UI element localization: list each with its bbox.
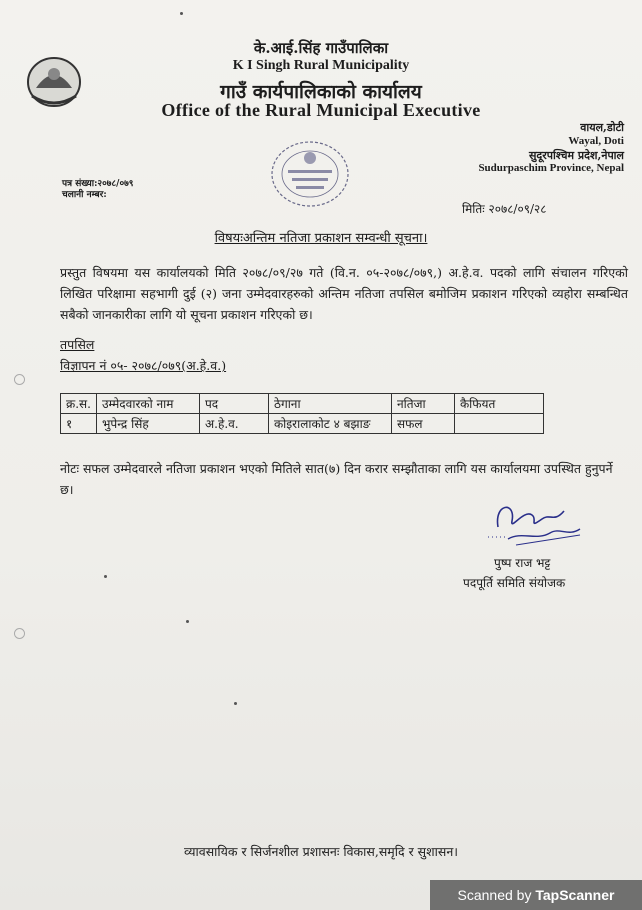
table-header-cell: कैफियत xyxy=(454,394,543,414)
letter-number: पत्र संख्या:२०७८/०७९ xyxy=(62,179,134,189)
office-name-np: गाउँ कार्यपालिकाको कार्यालय xyxy=(220,81,422,103)
table-cell: भुपेन्द्र सिंह xyxy=(96,414,199,434)
subject-line xyxy=(0,228,642,246)
subject-text: विषयःअन्तिम नतिजा प्रकाशन सम्वन्धी सूचना। xyxy=(214,231,428,246)
municipality-name-np: के.आई.सिंह गाउँपालिका xyxy=(253,39,389,57)
address-place-en: Wayal, Doti xyxy=(568,135,624,147)
speck-icon xyxy=(104,575,107,578)
watermark-prefix: Scanned by xyxy=(457,887,536,903)
watermark-brand: TapScanner xyxy=(535,887,615,903)
table-header-cell: पद xyxy=(199,394,268,414)
letter-date: मितिः २०७८/०९/२८ xyxy=(462,202,547,216)
speck-icon xyxy=(180,12,183,15)
speck-icon xyxy=(234,702,237,705)
handwritten-signature-icon xyxy=(476,497,586,549)
punch-hole-icon xyxy=(14,374,25,385)
table-header-row xyxy=(61,394,544,414)
footer-slogan: व्यावसायिक र सिर्जनशील प्रशासनः विकास,समृदि र सुशासन। xyxy=(184,844,458,859)
result-table xyxy=(60,393,544,434)
table-header-cell: क्र.स. xyxy=(61,394,97,414)
signatory-name: पुष्प राज भट्ट xyxy=(494,556,551,570)
address-province-en: Sudurpaschim Province, Nepal xyxy=(478,162,624,174)
note-paragraph: नोटः सफल उम्मेदवारले नतिजा प्रकाशन भएको मितिले सात(७) दिन करार सम्झौताका लागि यस कार्यालयमा उपस्थित हुनुपर्ने छ। xyxy=(60,461,613,497)
address-place-np: वायल,डोटी xyxy=(580,121,624,134)
office-name-en: Office of the Rural Municipal Executive xyxy=(161,100,481,120)
table-header-cell: ठेगाना xyxy=(268,394,391,414)
speck-icon xyxy=(186,620,189,623)
signatory-title: पदपूर्ति समिति संयोजक xyxy=(463,576,566,590)
table-header-cell: नतिजा xyxy=(391,394,454,414)
advertisement-number: विज्ञापन नं ०५- २०७८/०७९(अ.हे.व.) xyxy=(60,358,227,373)
table-row xyxy=(61,414,544,434)
table-cell: १ xyxy=(61,414,97,434)
table-cell: सफल xyxy=(391,414,454,434)
table-cell xyxy=(454,414,543,434)
tapsil-label: तपसिल xyxy=(60,337,95,352)
municipality-name-en: K I Singh Rural Municipality xyxy=(232,58,410,73)
table-header-cell: उम्मेदवारको नाम xyxy=(96,394,199,414)
body-paragraph: प्रस्तुत विषयमा यस कार्यालयको मिति २०७८/०९/२७ गते (वि.न. ०५-२०७८/०७९,) अ.हे.व. पदको लागि संचालन गरिएको लिखित परिक्षामा सहभागी दुई (२) जना उम्मेदवारहरुको अन्तिम नतिजा तपसिल बमोजिम प्रकाशन गरिएको व्यहोरा सम्बन्धित सबैको जानकारीका लागि यो सूचना प्रकाशन गरिएको छ। xyxy=(60,265,628,322)
punch-hole-icon xyxy=(14,628,25,639)
address-province-np: सुदूरपश्चिम प्रदेश,नेपाल xyxy=(528,149,624,162)
office-seal-icon xyxy=(266,136,354,212)
dispatch-number: चलानी नम्बर: xyxy=(62,190,107,200)
table-cell: अ.हे.व. xyxy=(199,414,268,434)
table-cell: कोइरालाकोट ४ बझाङ xyxy=(268,414,391,434)
scanner-watermark xyxy=(430,880,642,910)
